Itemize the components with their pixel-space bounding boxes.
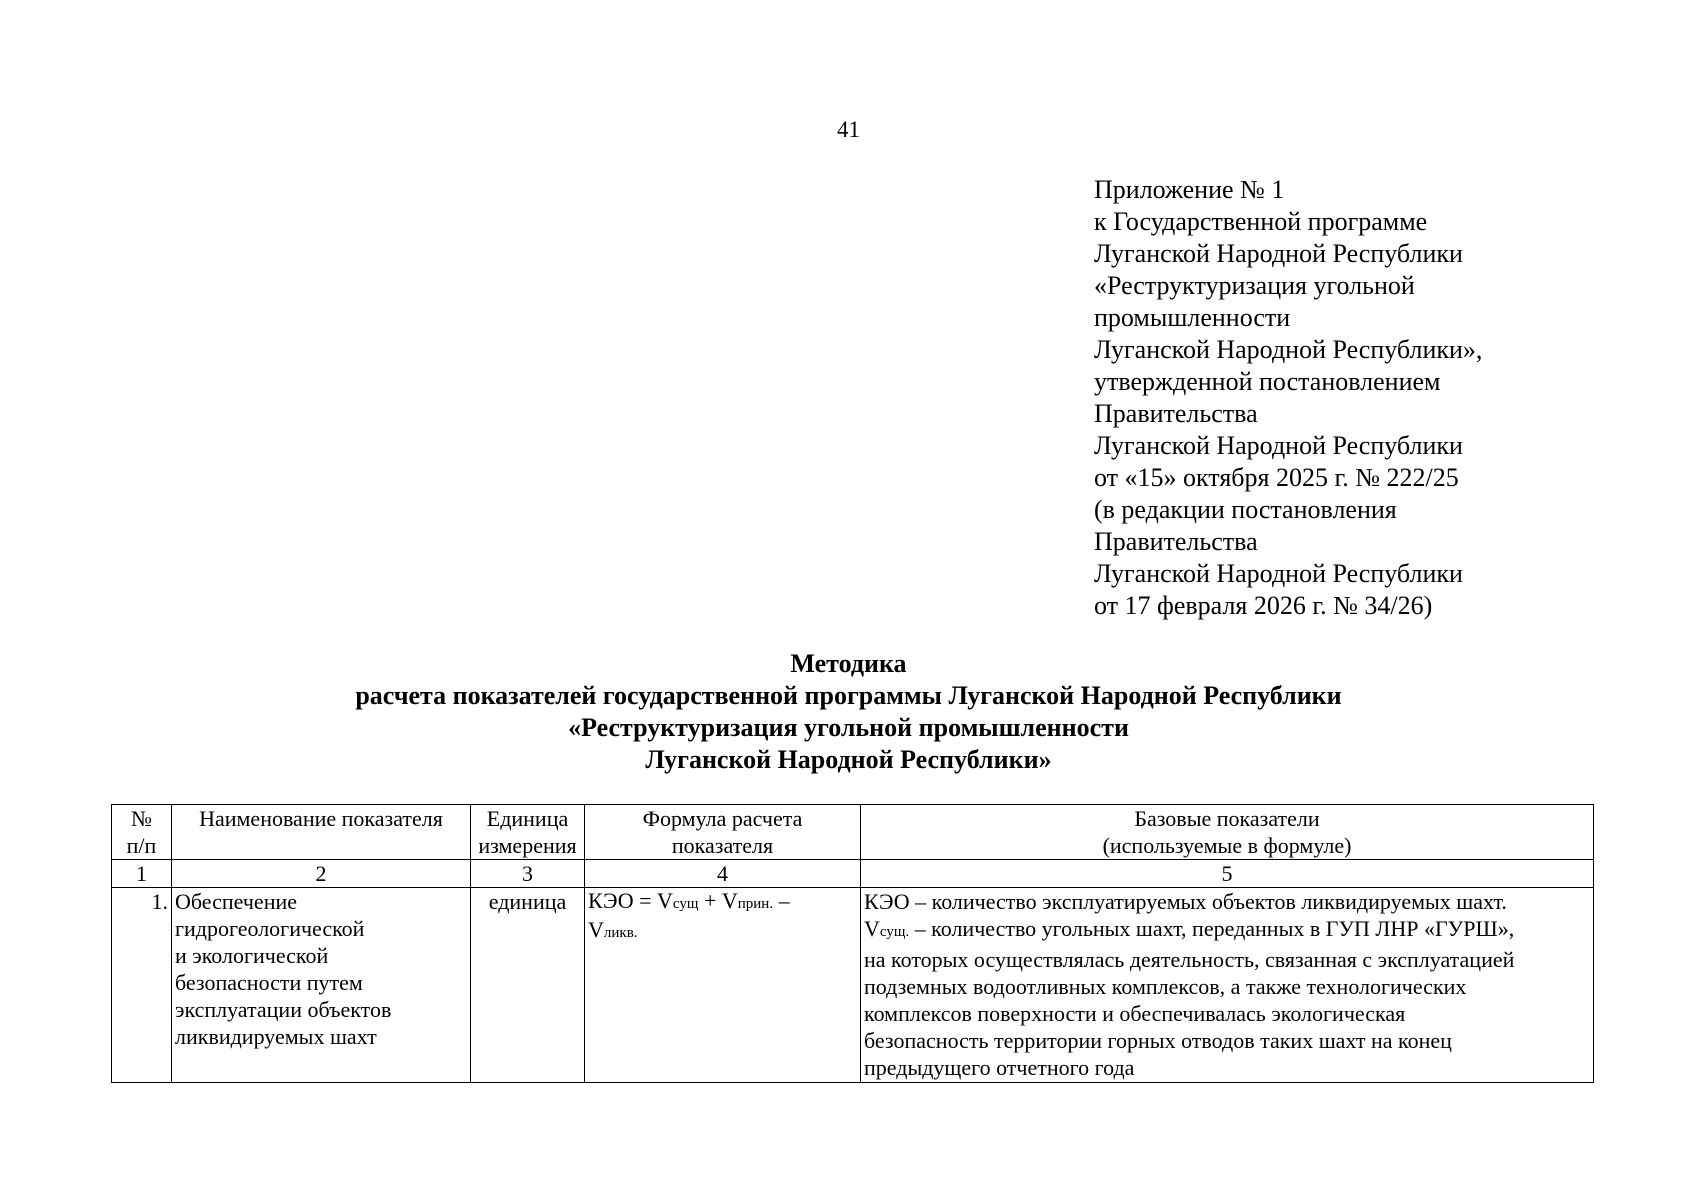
title-line: Методика	[790, 649, 907, 678]
base-indicator-line: безопасность территории горных отводов таких шахт на конец	[864, 1028, 1452, 1053]
header-text: Формула расчета	[642, 806, 803, 831]
base-indicator-text: – количество угольных шахт, переданных в ГУП ЛНР «ГУРШ»,	[909, 916, 1515, 941]
header-text: п/п	[126, 833, 157, 858]
title-line: расчета показателей государственной программы Луганской Народной Республики	[355, 681, 1342, 710]
header-unit	[471, 805, 585, 860]
appendix-header	[1094, 174, 1654, 622]
appendix-line: Луганской Народной Республики»,	[1094, 335, 1483, 364]
appendix-line: Луганской Народной Республики	[1094, 559, 1463, 588]
base-indicator-line: на которых осуществлялась деятельность, связанная с эксплуатацией	[864, 947, 1515, 972]
indicator-name	[172, 888, 471, 1083]
header-text: Единица	[486, 806, 569, 831]
formula-text: + V	[698, 888, 738, 913]
header-formula	[585, 805, 861, 860]
title-line: Луганской Народной Республики»	[645, 745, 1052, 774]
indicators-table	[111, 804, 1594, 1083]
title-line: «Реструктуризация угольной промышленности	[568, 713, 1129, 742]
appendix-line: от 17 февраля 2026 г. № 34/26)	[1094, 591, 1433, 620]
appendix-line: Приложение № 1	[1094, 175, 1285, 204]
header-base	[861, 805, 1594, 860]
appendix-line: (в редакции постановления	[1094, 495, 1397, 524]
indicator-name-line: и экологической	[175, 943, 329, 968]
column-number: 1	[112, 860, 172, 888]
appendix-line: к Государственной программе	[1094, 207, 1428, 236]
row-number: 1.	[112, 888, 172, 1083]
formula-line	[588, 917, 857, 946]
appendix-line: утвержденной постановлением	[1094, 367, 1441, 396]
column-number: 4	[585, 860, 861, 888]
header-name	[172, 805, 471, 860]
unit-of-measure: единица	[471, 888, 585, 1083]
base-indicator-line: КЭО – количество эксплуатируемых объектов ликвидируемых шахт.	[864, 889, 1507, 914]
column-number: 5	[861, 860, 1594, 888]
base-indicator-line: предыдущего отчетного года	[864, 1055, 1135, 1080]
indicator-name-line: ликвидируемых шахт	[175, 1024, 377, 1049]
formula-subscript: прин.	[737, 896, 774, 912]
indicator-name-line: безопасности путем	[175, 970, 363, 995]
column-number: 3	[471, 860, 585, 888]
base-variable-subscript: сущ.	[879, 924, 910, 940]
header-text: Базовые показатели	[1134, 806, 1320, 831]
formula-text: –	[773, 888, 790, 913]
formula-line	[588, 888, 857, 917]
formula-subscript: сущ	[672, 896, 699, 912]
appendix-line: промышленности	[1094, 303, 1291, 332]
calculation-formula	[585, 888, 861, 1083]
base-indicator-line: подземных водоотливных комплексов, а также технологических	[864, 974, 1467, 999]
formula-text: V	[588, 917, 604, 942]
appendix-line: «Реструктуризация угольной	[1094, 271, 1415, 300]
indicator-name-line: гидрогеологической	[175, 916, 365, 941]
table-row	[112, 888, 1594, 1083]
appendix-line: Правительства	[1094, 527, 1258, 556]
header-text: измерения	[478, 833, 577, 858]
indicator-name-line: эксплуатации объектов	[175, 997, 392, 1022]
column-number-row	[112, 860, 1594, 888]
base-indicator-line	[864, 915, 1590, 946]
header-num	[112, 805, 172, 860]
table-header-row	[112, 805, 1594, 860]
indicator-name-line: Обеспечение	[175, 889, 297, 914]
header-text: №	[131, 806, 152, 831]
document-title	[0, 648, 1697, 776]
appendix-line: от «15» октября 2025 г. № 222/25	[1094, 463, 1459, 492]
page-number: 41	[837, 117, 860, 142]
base-indicators	[861, 888, 1594, 1083]
appendix-line: Луганской Народной Республики	[1094, 431, 1463, 460]
appendix-line: Правительства	[1094, 399, 1258, 428]
appendix-line: Луганской Народной Республики	[1094, 239, 1463, 268]
header-text: (используемые в формуле)	[1102, 833, 1352, 858]
header-text: показателя	[671, 833, 774, 858]
base-indicator-line: комплексов поверхности и обеспечивалась экологическая	[864, 1001, 1406, 1026]
formula-subscript: ликв.	[603, 925, 638, 941]
base-variable: V	[864, 916, 880, 941]
header-text: Наименование показателя	[199, 806, 443, 831]
formula-text: КЭО = V	[588, 888, 673, 913]
column-number: 2	[172, 860, 471, 888]
